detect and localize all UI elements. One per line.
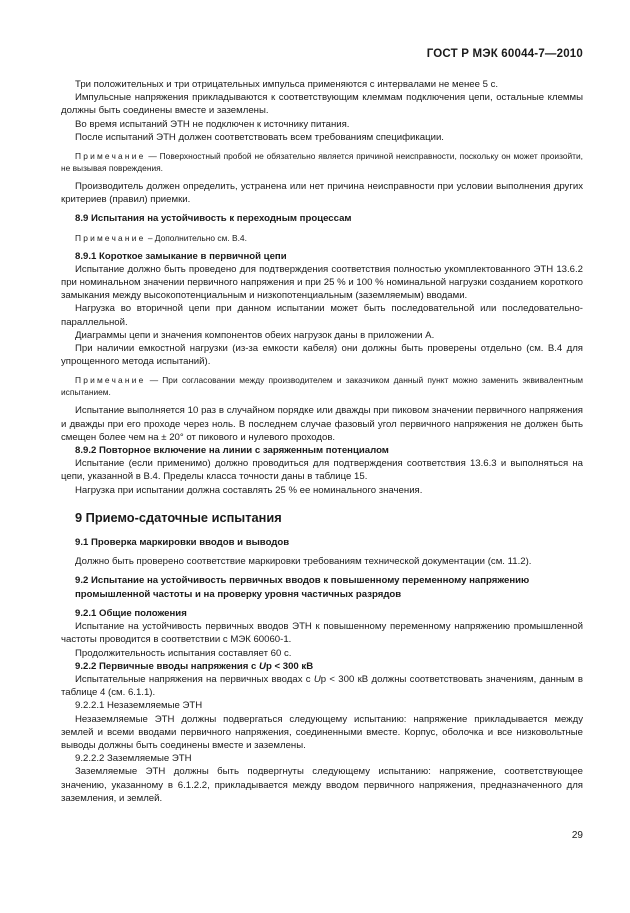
note-text: – Дополнительно см. В.4. xyxy=(147,232,247,243)
standard-header: ГОСТ Р МЭК 60044-7—2010 xyxy=(426,48,583,60)
paragraph: Импульсные напряжения прикладываются к соответствующим клеммам подключения цепи, остальные клеммы должны быть соединены вместе и заземлены. xyxy=(61,92,583,117)
note xyxy=(61,232,583,244)
variable-u: U xyxy=(259,660,266,672)
paragraph: Во время испытаний ЭТН не подключен к источнику питания. xyxy=(75,118,350,130)
subsection-heading: 8.9.1 Короткое замыкание в первичной цепи xyxy=(75,250,287,262)
chapter-heading: 9 Приемо-сдаточные испытания xyxy=(75,509,282,525)
paragraph: Испытание должно быть проведено для подтверждения соответствия полностью укомплектованного ЭТН 13.6.2 при номинальном значении первичного напряжения и при 25 % и 100 % номинальной нагрузки созданием короткого замыкания между высокопотенциальным и низкопотенциальным (заземляемым) вводами. xyxy=(61,263,583,302)
page-body xyxy=(61,78,583,805)
paragraph: Три положительных и три отрицательных импульса применяются с интервалами не менее 5 с. xyxy=(75,79,499,90)
paragraph: Нагрузка во вторичной цепи при данном испытании может быть последовательной или последовательно-параллельной. xyxy=(61,303,583,328)
paragraph: Продолжительность испытания составляет 60 с. xyxy=(75,647,292,659)
paragraph: Незаземляемые ЭТН должны подвергаться следующему испытанию: напряжение прикладывается между землей и всеми вводами первичного напряжения, соединенными вместе. Корпус, оболочка и все низковольтные выводы должны быть соединены вместе и заземлены. xyxy=(61,713,583,751)
paragraph: Должно быть проверено соответствие маркировки требованиям технической документации (см. 11.2). xyxy=(75,556,532,568)
clause-title: 9.2.2.1 Незаземляемые ЭТН xyxy=(75,700,203,712)
variable-u: U xyxy=(313,673,321,685)
paragraph: Испытание на устойчивость первичных вводов ЭТН к повышенному переменному напряжению промышленной частоты проводится в соответствии с МЭК 60060-1. xyxy=(61,621,583,646)
paragraph xyxy=(61,673,583,699)
paragraph: Диаграммы цепи и значения компонентов обеих нагрузок даны в приложении А. xyxy=(75,329,435,341)
paragraph: При наличии емкостной нагрузки (из-за емкости кабеля) они должны быть проверены отдельно (см. В.4 для упрощенного метода испытаний). xyxy=(61,343,583,368)
section-heading: 8.9 Испытания на устойчивость к переходным процессам xyxy=(75,213,352,225)
clause-title: 9.2.2.2 Заземляемые ЭТН xyxy=(75,753,192,765)
heading-text: р < 300 кВ xyxy=(265,660,314,672)
section-heading: 9.1 Проверка маркировки вводов и выводов xyxy=(75,537,290,549)
paragraph: Испытание (если применимо) должно проводиться для подтверждения соответствия 13.6.3 и выполняться на цепи, указанной в В.4. Пределы класса точности даны в таблице 15. xyxy=(61,458,583,483)
paragraph: Производитель должен определить, устранена или нет причина неисправности при условии выполнения других критериев (правил) приемки. xyxy=(61,181,583,206)
subsection-heading: 9.2.1 Общие положения xyxy=(75,607,187,619)
note-text: — При согласовании между производителем и заказчиком данный пункт можно заменить эквивалентным испытанием. xyxy=(61,375,583,398)
subsection-heading: 8.9.2 Повторное включение на линии с заряженным потенциалом xyxy=(75,445,389,457)
note-label: Примечание xyxy=(75,375,146,386)
paragraph: Испытание выполняется 10 раз в случайном порядке или дважды при пиковом значении первичного напряжения и дважды при его проходе через ноль. В последнем случае фазовый угол первичного напряжения не должен быть смещен более чем на ± 20° от пикового и нулевого проходов. xyxy=(61,405,583,443)
paragraph-text: Испытательные напряжения на первичных вводах с xyxy=(75,673,314,685)
note-label: Примечание xyxy=(75,151,146,162)
page-number: 29 xyxy=(571,830,583,841)
note xyxy=(61,150,583,174)
paragraph: Нагрузка при испытании должна составлять 25 % ее номинального значения. xyxy=(75,484,423,496)
paragraph: После испытаний ЭТН должен соответствовать всем требованиям спецификации. xyxy=(75,131,444,143)
note xyxy=(61,374,583,398)
note-text: — Поверхностный пробой не обязательно является причиной неисправности, поскольку он может произойти, не вызывая повреждения. xyxy=(61,151,583,174)
section-heading: 9.2 Испытание на устойчивость первичных вводов к повышенному переменному напряжению промышленной частоты и на проверку уровня частичных разрядов xyxy=(75,575,530,600)
note-label: Примечание xyxy=(75,232,146,243)
paragraph: Заземляемые ЭТН должны быть подвергнуты следующему испытанию: напряжение, соответствующее значению, указанному в 6.1.2.2, прикладывается между вводом первичного напряжения, предназначенного для заземления, и землей. xyxy=(61,766,583,804)
paragraph-text: р < 300 кВ должны соответствовать значениям, данным в таблице 4 (см. 6.1.1). xyxy=(61,673,583,699)
heading-text: 9.2.2 Первичные вводы напряжения с xyxy=(75,660,260,672)
subsection-heading xyxy=(61,660,583,673)
